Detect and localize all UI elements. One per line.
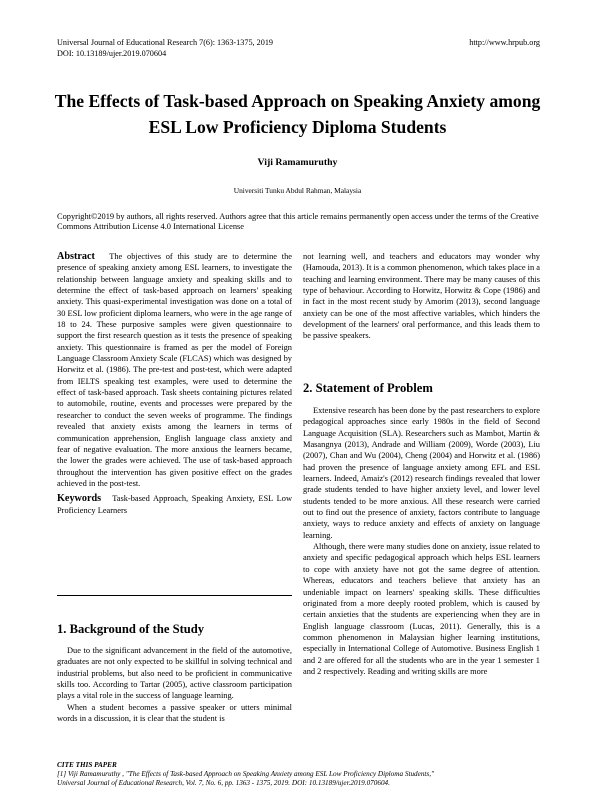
section-1-continuation: not learning well, and teachers and educators may wonder why (Hamouda, 2013). It is a common phenomenon, which takes place in a teaching and learning environment. There may be many causes of this type of behaviour. According to Horwitz, Horwitz & Cope (1986) and in fact in the most recent study by Amorim (2013), second language anxiety can be one of the most affective variables, which hinders the development of the learners' oral performance, and this leads them to be passive speakers.: [303, 252, 540, 341]
keywords-paragraph: [57, 493, 292, 516]
abstract-divider: [57, 595, 292, 596]
abstract-text: The objectives of this study are to determine the presence of speaking anxiety among ESL learners, to investigate the relationship between language anxiety and speaking skills and to determine the effect of task-based approach on learners' speaking anxiety. This quasi-experimental investigation was done on a total of 30 ESL low proficient diploma learners, who were in the age range of 18 to 24. These purposive samples were given questionnaire to support the first research question as it tests the presence of speaking anxiety. This questionnaire is framed as per the model of Foreign Language Classroom Anxiety Scale (FLCAS) which was designed by Horwitz et al. (1986). The pre-test and post-test, which were adapted from IELTS speaking test examples, were used to determine the effect of task-based approach. Task sheets containing pictures related to automobile, routine, events and processes were prepared by the researcher to conduct the seven weeks of programme. The findings revealed that anxiety exists among the learners in terms of communication apprehension, English language class anxiety and fear of negative evaluation. The more anxious the learners became, the lower the grades were achieved. The use of task-based approach throughout the intervention has given positive effect on the grades achieved in the post-test.: [57, 252, 292, 488]
paper-title: The Effects of Task-based Approach on Speaking Anxiety among ESL Low Proficiency Diploma Students: [54, 91, 541, 137]
journal-citation: Universal Journal of Educational Research 7(6): 1363-1375, 2019: [57, 38, 274, 47]
keywords-label: Keywords: [57, 493, 102, 505]
abstract-label: Abstract: [57, 251, 95, 262]
section-1-body: [57, 645, 292, 724]
cite-label: CITE THIS PAPER: [57, 761, 117, 769]
section-1-paragraph-2: When a student becomes a passive speaker or utters minimal words in a discussion, it is clear that the student is: [57, 702, 292, 724]
right-column-intro: [303, 251, 540, 342]
section-2-body: [303, 405, 540, 677]
section-2-paragraph-1: Extensive research has been done by the past researchers to explore pedagogical approaches since early 1980s in the field of Second Language Acquisition (SLA). Researchers such as Mambot, Martin & Masangnya (2013), Andrade and William (2009), Worde (2003), Liu (2007), Chan and Wu (2004), Cheng (2004) and Horwitz et al. (1986) had proven the presence of language anxiety among EFL and ESL learners. Indeed, Amaiz's (2012) research findings revealed that lower grade students tended to have higher anxiety level, and lower level students tended to be more anxious. All these research were carried out to find out the presence of anxiety, factors contribute to language anxiety, ways to reduce anxiety and effects of anxiety on language learning.: [303, 406, 540, 540]
author-name: Viji Ramamuruthy: [257, 157, 338, 168]
abstract-paragraph: [57, 251, 292, 489]
abstract-block: [57, 251, 292, 516]
journal-url[interactable]: http://www.hrpub.org: [469, 38, 540, 47]
author-affiliation: Universiti Tunku Abdul Rahman, Malaysia: [233, 186, 362, 195]
section-2-paragraph-2: Although, there were many studies done on anxiety, issue related to anxiety and specific pedagogical approach which helps ESL learners to cope with anxiety have not got the same degree of attention. Whereas, educators and teachers believe that anxiety has an undeniable impact on learners' speaking skills. These difficulties originated from a more deeply rooted problem, which is caused by certain anxieties that the students are experiencing when they are in English language classroom (Lucas, 2011). Generally, this is a common phenomenon in Malaysian higher learning institutions, especially in International College of Automotive. Business English 1 and 2 are offered for all the students who are in the year 1 semester 1 and 2 respectively. Reading and writing skills are more: [303, 542, 540, 676]
section-2-heading: 2. Statement of Problem: [303, 381, 433, 395]
section-1-heading: 1. Background of the Study: [57, 622, 205, 636]
keywords-text: Task-based Approach, Speaking Anxiety, ESL Low Proficiency Learners: [57, 494, 293, 515]
cite-line-2: Universal Journal of Educational Research, Vol. 7, No. 6, pp. 1363 - 1375, 2019. DOI: 10.13189/ujer.2019.070604.: [57, 779, 390, 788]
running-header: [57, 38, 540, 59]
copyright-notice: Copyright©2019 by authors, all rights reserved. Authors agree that this article remains permanently open access under the terms of the Creative Commons Attribution License 4.0 International License: [57, 212, 539, 232]
section-1-paragraph-1: Due to the significant advancement in the field of the automotive, graduates are not only expected to be skillful in solving technical and industrial problems, but also need to be proficient in communicative skills too. According to Tartar (2005), active classroom participation plays a vital role in the success of language learning.: [57, 646, 292, 701]
doi: DOI: 10.13189/ujer.2019.070604: [57, 48, 167, 58]
cite-line-1: [1] Viji Ramamuruthy , "The Effects of Task-based Approach on Speaking Anxiety among ESL Low Proficiency Diploma Students,": [57, 770, 435, 779]
citation-footer: [57, 761, 557, 789]
